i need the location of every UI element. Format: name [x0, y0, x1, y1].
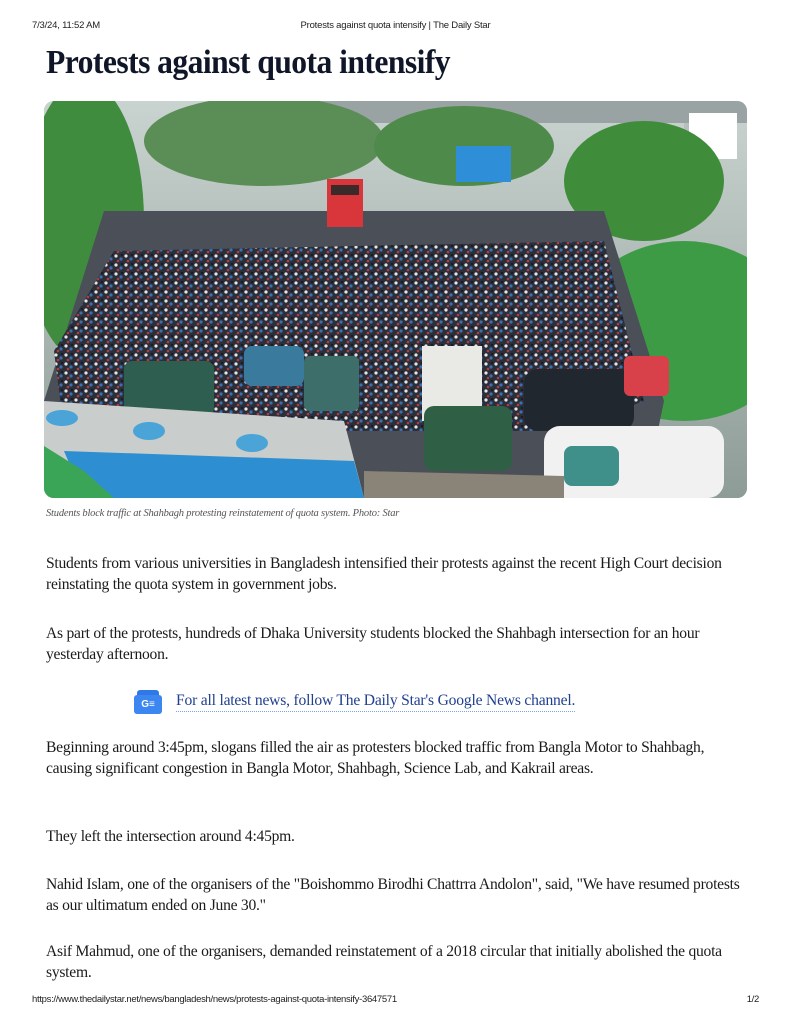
- google-news-icon[interactable]: [134, 690, 162, 714]
- article-paragraph: Nahid Islam, one of the organisers of the "Boishommo Birodhi Chattrra Andolon", said, "We have resumed protests as our ultimatum ended on June 30.": [46, 876, 740, 914]
- print-doc-title: Protests against quota intensify | The Daily Star: [300, 20, 491, 31]
- print-date: 7/3/24, 11:52 AM: [32, 20, 100, 31]
- photo-caption: Students block traffic at Shahbagh protesting reinstatement of quota system. Photo: Star: [46, 508, 400, 519]
- article-headline: Protests against quota intensify: [46, 44, 451, 81]
- article-paragraph: They left the intersection around 4:45pm.: [46, 828, 295, 845]
- article-paragraph: Students from various universities in Bangladesh intensified their protests against the recent High Court decision reinstating the quota system in government jobs.: [46, 555, 722, 593]
- article-paragraph: Beginning around 3:45pm, slogans filled the air as protesters blocked traffic from Bangla Motor to Shahbagh, causing significant congestion in Bangla Motor, Shahbagh, Science Lab, and Kakrail areas.: [46, 739, 705, 777]
- article-paragraph: Asif Mahmud, one of the organisers, demanded reinstatement of a 2018 circular that initially abolished the quota system.: [46, 943, 722, 981]
- google-news-link[interactable]: For all latest news, follow The Daily Star's Google News channel.: [176, 692, 575, 712]
- print-url: https://www.thedailystar.net/news/bangladesh/news/protests-against-quota-intensify-3647571: [32, 994, 397, 1005]
- billboard: [456, 146, 511, 182]
- google-news-promo: [134, 690, 575, 714]
- print-header: [32, 20, 759, 34]
- protest-photo-illustration: [44, 101, 747, 498]
- google-news-icon-glyph: G≡: [134, 695, 162, 714]
- dark-car: [524, 369, 634, 431]
- article-photo: [44, 101, 747, 498]
- article-paragraph: As part of the protests, hundreds of Dhaka University students blocked the Shahbagh intersection for an hour yesterday afternoon.: [46, 625, 700, 663]
- page-number: 1/2: [746, 994, 759, 1005]
